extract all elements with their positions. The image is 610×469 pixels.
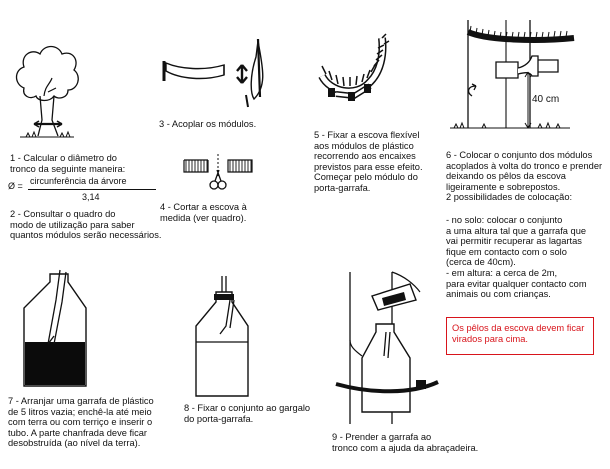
formula-fraction-bar <box>28 189 156 190</box>
measure-label: 40 cm <box>532 94 560 105</box>
bottle-neck-icon <box>186 276 266 400</box>
step-6-options: - no solo: colocar o conjunto a uma altura tal que a garrafa que vai permitir recuperar as lagartas fique em contacto com o solo (cerca de 40cm). - em altura: a cerca de 2m, para evitar qualquer contacto com animais ou com crianças. <box>446 215 587 300</box>
trunk-mount-icon <box>446 16 596 142</box>
modules-icon <box>158 35 278 115</box>
step-5-text: 5 - Fixar a escova flexível aos módulos de plástico recorrendo aos encaixes previstos para esse efeito. Começar pelo módulo do porta-garrafa. <box>314 130 423 193</box>
bottle-icon <box>14 270 104 390</box>
step-9-text: 9 - Prender a garrafa ao tronco com a ajuda da abraçadeira. <box>332 432 479 453</box>
formula-denominator: 3,14 <box>82 192 100 202</box>
bottle-strap-icon <box>332 262 442 428</box>
step-7-text: 7 - Arranjar uma garrafa de plástico de 5 litros vazia; enchê-la até meio com terra ou com terriço e inserir o tubo. A parte chanfrada deve ficar desobstruída (ao nível da terra). <box>8 396 154 449</box>
tree-icon <box>12 40 82 145</box>
step-4-text: 4 - Cortar a escova à medida (ver quadro). <box>160 202 247 223</box>
step-6-text: 6 - Colocar o conjunto dos módulos acoplados à volta do tronco e prender deixando os pêlos da escova ligeiramente e sobrepostos. 2 possibilidades de colocação: <box>446 150 603 203</box>
step-3-text: 3 - Acoplar os módulos. <box>159 119 257 129</box>
step-8-text: 8 - Fixar o conjunto ao gargalo do porta-garrafa. <box>184 403 311 424</box>
brush-module-icon <box>314 30 414 120</box>
warning-box <box>446 317 594 355</box>
step-1-text: 1 - Calcular o diâmetro do tronco da seguinte maneira: <box>10 153 126 174</box>
formula-numerator: circunferência da árvore <box>30 176 127 186</box>
warning-text: Os pêlos da escova devem ficar virados para cima. <box>452 323 585 344</box>
step-2-text: 2 - Consultar o quadro do modo de utilização para saber quantos módulos serão necessários. <box>10 209 162 241</box>
scissors-icon <box>180 150 260 200</box>
formula-symbol: Ø = <box>8 181 23 191</box>
